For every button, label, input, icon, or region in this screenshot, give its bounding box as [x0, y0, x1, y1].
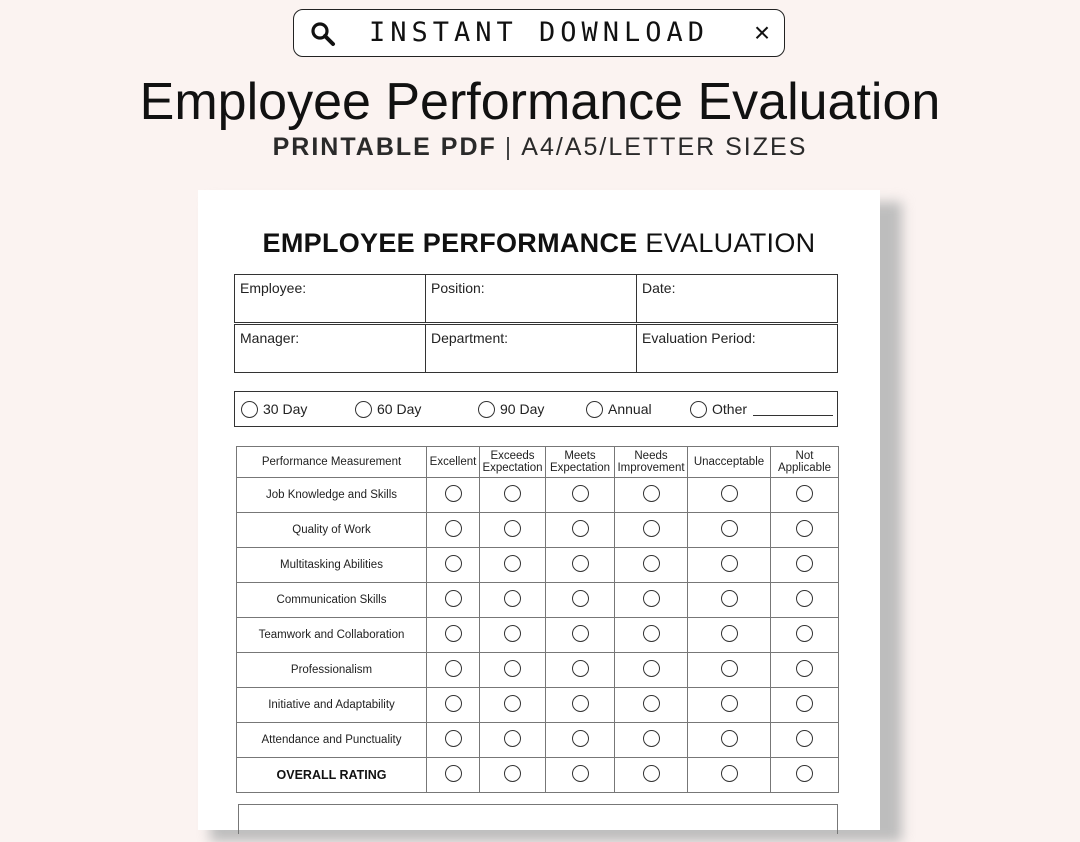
period-label: 30 Day — [263, 401, 308, 417]
rating-radio-icon[interactable] — [796, 625, 813, 642]
subtitle-sizes: A4/A5/LETTER SIZES — [521, 133, 808, 161]
measurement-label: Teamwork and Collaboration — [237, 618, 427, 653]
rating-cell — [615, 583, 688, 618]
rating-cell — [615, 618, 688, 653]
period-option-other[interactable] — [690, 392, 833, 426]
measurement-label: Multitasking Abilities — [237, 548, 427, 583]
rating-radio-icon[interactable] — [572, 660, 589, 677]
column-header-rating: Not Applicable — [771, 447, 839, 478]
rating-radio-icon[interactable] — [445, 520, 462, 537]
rating-radio-icon[interactable] — [721, 660, 738, 677]
rating-radio-icon[interactable] — [643, 485, 660, 502]
rating-cell — [615, 688, 688, 723]
period-options — [234, 391, 838, 427]
rating-cell — [546, 723, 615, 758]
period-label: 90 Day — [500, 401, 545, 417]
rating-cell — [427, 513, 480, 548]
column-header-rating: Excellent — [427, 447, 480, 478]
rating-radio-icon[interactable] — [572, 695, 589, 712]
rating-radio-icon[interactable] — [504, 695, 521, 712]
period-label: Annual — [608, 401, 652, 417]
table-row — [237, 618, 839, 653]
rating-cell — [480, 653, 546, 688]
page-title: Employee Performance Evaluation — [139, 73, 941, 131]
rating-radio-icon[interactable] — [572, 765, 589, 782]
rating-cell — [546, 688, 615, 723]
measurement-label: Job Knowledge and Skills — [237, 478, 427, 513]
rating-radio-icon[interactable] — [504, 520, 521, 537]
manager-field[interactable]: Manager: — [240, 330, 300, 346]
rating-radio-icon[interactable] — [445, 660, 462, 677]
rating-cell — [427, 653, 480, 688]
radio-icon[interactable] — [690, 401, 707, 418]
column-header-rating: Needs Improvement — [615, 447, 688, 478]
instant-download-search-bar[interactable] — [293, 9, 785, 57]
rating-cell — [427, 548, 480, 583]
rating-cell — [546, 478, 615, 513]
rating-cell — [480, 618, 546, 653]
rating-radio-icon[interactable] — [796, 765, 813, 782]
rating-cell — [688, 548, 771, 583]
measurement-label: Quality of Work — [237, 513, 427, 548]
rating-cell — [688, 723, 771, 758]
rating-radio-icon[interactable] — [721, 555, 738, 572]
table-row — [237, 723, 839, 758]
rating-radio-icon[interactable] — [721, 590, 738, 607]
info-row-1 — [234, 274, 838, 323]
measurement-label: OVERALL RATING — [237, 758, 427, 793]
rating-radio-icon[interactable] — [504, 765, 521, 782]
other-blank-line[interactable] — [753, 403, 833, 416]
rating-cell — [427, 723, 480, 758]
rating-radio-icon[interactable] — [643, 660, 660, 677]
rating-cell — [427, 583, 480, 618]
rating-radio-icon[interactable] — [796, 520, 813, 537]
rating-radio-icon[interactable] — [445, 695, 462, 712]
rating-radio-icon[interactable] — [643, 625, 660, 642]
rating-radio-icon[interactable] — [643, 555, 660, 572]
table-row — [237, 653, 839, 688]
date-field[interactable]: Date: — [636, 275, 837, 322]
rating-cell — [688, 653, 771, 688]
rating-cell — [546, 583, 615, 618]
form-title-bold: EMPLOYEE PERFORMANCE — [262, 228, 638, 258]
rating-cell — [771, 513, 839, 548]
rating-radio-icon[interactable] — [572, 625, 589, 642]
rating-radio-icon[interactable] — [445, 625, 462, 642]
form-paper — [198, 190, 880, 830]
rating-radio-icon[interactable] — [445, 555, 462, 572]
rating-cell — [480, 478, 546, 513]
rating-radio-icon[interactable] — [796, 730, 813, 747]
radio-icon[interactable] — [241, 401, 258, 418]
department-field[interactable]: Department: — [425, 325, 636, 372]
rating-radio-icon[interactable] — [721, 765, 738, 782]
rating-radio-icon[interactable] — [504, 555, 521, 572]
rating-radio-icon[interactable] — [796, 555, 813, 572]
rating-cell — [771, 583, 839, 618]
rating-cell — [771, 618, 839, 653]
rating-radio-icon[interactable] — [504, 485, 521, 502]
table-row — [237, 688, 839, 723]
radio-icon[interactable] — [355, 401, 372, 418]
rating-radio-icon[interactable] — [796, 485, 813, 502]
table-row — [237, 478, 839, 513]
subtitle-separator: | — [504, 133, 514, 161]
form-title-rest: EVALUATION — [645, 228, 816, 258]
rating-radio-icon[interactable] — [721, 695, 738, 712]
rating-cell — [615, 723, 688, 758]
rating-cell — [615, 653, 688, 688]
info-row-2 — [234, 324, 838, 373]
measurement-label: Attendance and Punctuality — [237, 723, 427, 758]
rating-cell — [771, 723, 839, 758]
evaluation-period-field[interactable]: Evaluation Period: — [636, 325, 837, 372]
rating-radio-icon[interactable] — [504, 625, 521, 642]
rating-radio-icon[interactable] — [721, 730, 738, 747]
rating-radio-icon[interactable] — [643, 695, 660, 712]
subtitle-format: PRINTABLE PDF — [272, 133, 497, 161]
rating-radio-icon[interactable] — [572, 730, 589, 747]
page-subtitle — [0, 131, 1080, 163]
rating-radio-icon[interactable] — [504, 590, 521, 607]
rating-cell — [546, 548, 615, 583]
rating-cell — [615, 478, 688, 513]
rating-cell — [427, 618, 480, 653]
rating-cell — [480, 688, 546, 723]
rating-cell — [546, 653, 615, 688]
table-row — [237, 513, 839, 548]
rating-cell — [615, 758, 688, 793]
close-icon[interactable]: × — [753, 17, 771, 48]
rating-cell — [615, 548, 688, 583]
rating-radio-icon[interactable] — [445, 765, 462, 782]
period-label: Other — [712, 401, 748, 417]
rating-cell — [688, 583, 771, 618]
rating-cell — [688, 478, 771, 513]
rating-cell — [688, 688, 771, 723]
column-header-rating: Meets Expectation — [546, 447, 615, 478]
column-header-rating: Exceeds Expectation — [480, 447, 546, 478]
measurement-label: Initiative and Adaptability — [237, 688, 427, 723]
rating-cell — [688, 758, 771, 793]
rating-cell — [480, 583, 546, 618]
rating-cell — [771, 548, 839, 583]
column-header-rating: Unacceptable — [688, 447, 771, 478]
rating-cell — [771, 478, 839, 513]
period-option-90-day[interactable] — [478, 392, 544, 426]
rating-radio-icon[interactable] — [572, 485, 589, 502]
rating-radio-icon[interactable] — [643, 765, 660, 782]
rating-radio-icon[interactable] — [445, 730, 462, 747]
rating-cell — [546, 758, 615, 793]
rating-radio-icon[interactable] — [504, 730, 521, 747]
rating-cell — [546, 513, 615, 548]
search-text: INSTANT DOWNLOAD — [368, 17, 710, 48]
period-option-30-day[interactable] — [241, 392, 307, 426]
rating-radio-icon[interactable] — [572, 555, 589, 572]
rating-cell — [427, 478, 480, 513]
rating-cell — [771, 758, 839, 793]
radio-icon[interactable] — [478, 401, 495, 418]
column-header-measurement: Performance Measurement — [237, 447, 427, 478]
position-field[interactable]: Position: — [425, 275, 636, 322]
rating-cell — [427, 688, 480, 723]
rating-radio-icon[interactable] — [721, 520, 738, 537]
rating-radio-icon[interactable] — [572, 590, 589, 607]
form-title — [198, 226, 880, 260]
table-row — [237, 583, 839, 618]
rating-radio-icon[interactable] — [643, 520, 660, 537]
rating-radio-icon[interactable] — [721, 485, 738, 502]
next-section-box — [238, 804, 838, 834]
rating-radio-icon[interactable] — [643, 730, 660, 747]
rating-cell — [688, 513, 771, 548]
period-option-annual[interactable] — [586, 392, 652, 426]
measurement-label: Professionalism — [237, 653, 427, 688]
rating-cell — [480, 758, 546, 793]
rating-radio-icon[interactable] — [796, 695, 813, 712]
rating-cell — [615, 513, 688, 548]
rating-radio-icon[interactable] — [572, 520, 589, 537]
rating-cell — [688, 618, 771, 653]
measurement-label: Communication Skills — [237, 583, 427, 618]
rating-radio-icon[interactable] — [445, 590, 462, 607]
table-header-row — [237, 447, 839, 478]
rating-radio-icon[interactable] — [721, 625, 738, 642]
rating-cell — [480, 513, 546, 548]
table-row — [237, 548, 839, 583]
rating-cell — [480, 723, 546, 758]
rating-cell — [771, 688, 839, 723]
rating-radio-icon[interactable] — [796, 590, 813, 607]
rating-radio-icon[interactable] — [643, 590, 660, 607]
rating-radio-icon[interactable] — [504, 660, 521, 677]
table-row — [237, 758, 839, 793]
period-label: 60 Day — [377, 401, 422, 417]
rating-cell — [546, 618, 615, 653]
rating-cell — [771, 653, 839, 688]
rating-cell — [427, 758, 480, 793]
radio-icon[interactable] — [586, 401, 603, 418]
performance-rating-table — [236, 446, 839, 793]
rating-radio-icon[interactable] — [445, 485, 462, 502]
period-option-60-day[interactable] — [355, 392, 421, 426]
employee-field[interactable]: Employee: — [240, 280, 307, 296]
rating-cell — [480, 548, 546, 583]
rating-radio-icon[interactable] — [796, 660, 813, 677]
